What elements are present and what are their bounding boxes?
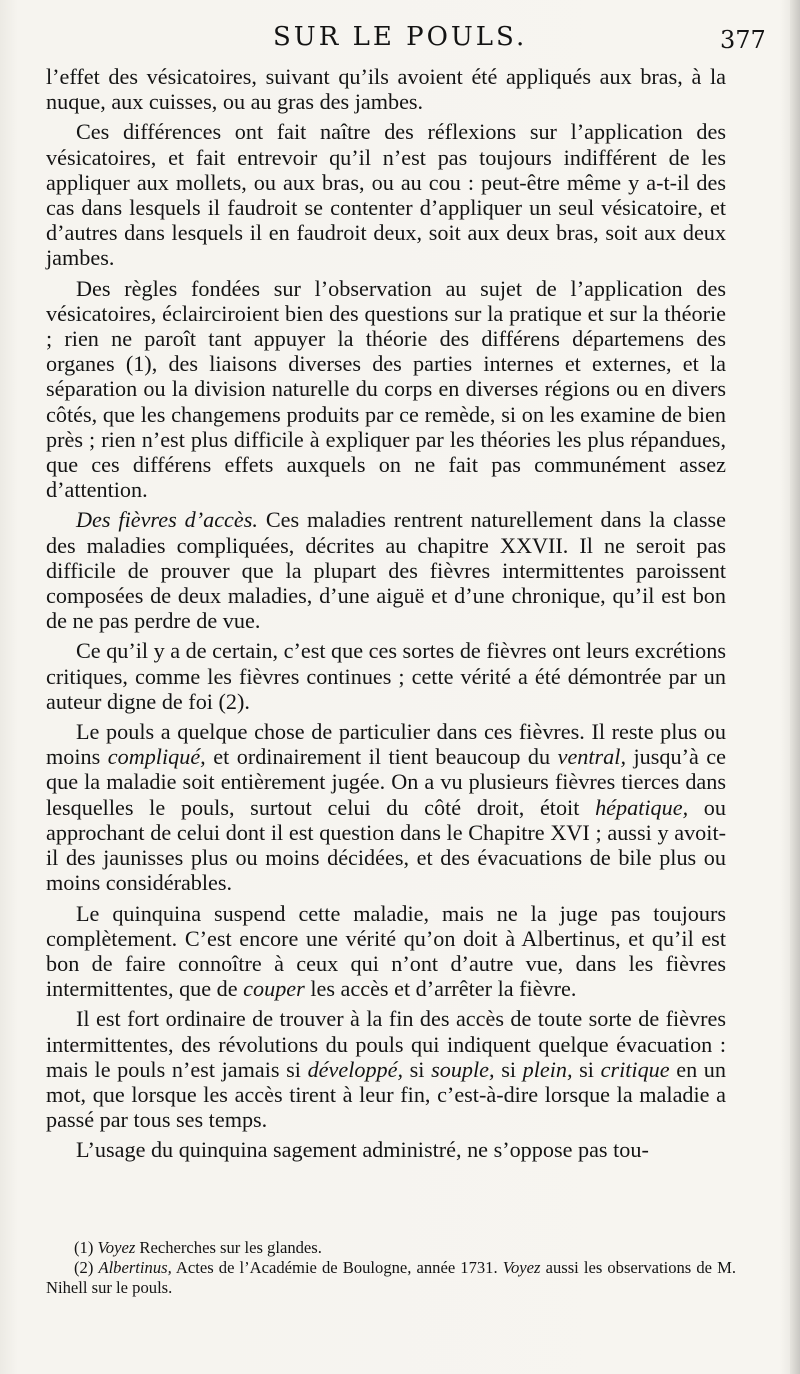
paragraph: [46, 64, 726, 114]
text-run: Ces différences ont fait naître des réflexions sur l’application des vésicatoires, et fait entrevoir qu’il n’est pas toujours indifférent de les appliquer aux mollets, ou aux bras, ou au cou : peut-être même y a-t-il des cas dans lesquels il faudroit se contenter d’appliquer un seul vésicatoire, et d’autres dans lesquels il en faudroit deux, soit aux deux bras, soit aux deux jambes.: [46, 119, 726, 271]
text-run: Le pouls a quelque chose de particulier dans ces fièvres. Il reste plus ou moins: [46, 719, 726, 770]
italic-run: Voyez: [502, 1258, 541, 1277]
text-run: si: [403, 1056, 432, 1082]
text-run: (1): [74, 1238, 98, 1257]
page-number: 377: [720, 26, 766, 54]
italic-run: développé,: [307, 1056, 404, 1082]
text-run: et ordinairement il tient beaucoup du: [205, 744, 558, 770]
body-text: [46, 64, 726, 1168]
italic-run: hépatique,: [595, 794, 689, 820]
italic-run: couper: [243, 976, 305, 1002]
page-edge: [790, 0, 800, 1374]
footnote: [46, 1238, 736, 1258]
italic-run: Albertinus,: [98, 1258, 172, 1277]
text-run: (2): [74, 1258, 99, 1277]
text-run: aussi les observations de M. Nihell sur le pouls.: [46, 1258, 736, 1297]
text-run: ou approchant de celui dont il est question dans le Chapitre XVI ; aussi y avoit-il des jaunisses plus ou moins décidées, et des évacuations de bile plus ou moins considérables.: [46, 794, 726, 896]
text-run: Recherches sur les glandes.: [135, 1238, 322, 1257]
text-run: Ces maladies rentrent naturellement dans la classe des maladies compliquées, décrites au chapitre XXVII. Il ne seroit pas difficile de prouver que la plupart des fièvres intermittentes paroissent composées de deux maladies, d’une aiguë et d’une chronique, qu’il est bon de ne pas perdre de vue.: [46, 507, 727, 634]
paragraph: [46, 119, 726, 270]
italic-run: compliqué,: [107, 744, 206, 770]
text-run: Le quinquina suspend cette maladie, mais ne la juge pas toujours complètement. C’est encore une vérité qu’on doit à Albertinus, et qu’il est bon de faire connoître à ceux qui n’ont d’autre vue, dans les fièvres intermittentes, que de: [46, 900, 726, 1002]
text-run: jusqu’à ce que la maladie soit entièrement jugée. On a vu plusieurs fièvres tierces dans lesquelles le pouls, surtout celui du côté droit, étoit: [46, 744, 726, 820]
text-run: si: [494, 1056, 523, 1082]
italic-run: critique: [600, 1056, 670, 1082]
page-header: [0, 22, 800, 62]
text-run: si: [572, 1056, 601, 1082]
text-run: Actes de l’Académie de Boulogne, année 1731.: [171, 1258, 503, 1277]
text-run: en un mot, que lorsque les accès tirent à leur fin, c’est-à-dire lorsque la maladie a passé par tous ses temps.: [46, 1056, 726, 1133]
text-run: L’usage du quinquina sagement administré, ne s’oppose pas tou-: [76, 1137, 649, 1163]
italic-run: plein,: [522, 1056, 573, 1082]
paragraph: [46, 638, 726, 714]
text-run: Il est fort ordinaire de trouver à la fin des accès de toute sorte de fièvres intermittentes, des révolutions du pouls qui indiquent quelque évacuation : mais le pouls n’est jamais si: [46, 1006, 726, 1082]
text-run: Ce qu’il y a de certain, c’est que ces sortes de fièvres ont leurs excrétions critiques, comme les fièvres continues ; cette vérité a été démontrée par un auteur digne de foi (2).: [46, 638, 726, 714]
footnote: [46, 1258, 736, 1298]
running-title: SUR LE POULS.: [273, 22, 528, 52]
paragraph: [46, 1006, 726, 1132]
paragraph: [46, 276, 726, 503]
text-run: les accès et d’arrêter la fièvre.: [304, 976, 577, 1002]
paragraph: [46, 507, 726, 633]
text-run: Des règles fondées sur l’observation au sujet de l’application des vésicatoires, éclairciroient bien des questions sur la pratique et sur la théorie ; rien ne paroît tant appuyer la théorie des différens départemens des organes (1), des liaisons diverses des parties internes et externes, et la séparation ou la division naturelle du corps en diverses régions ou en divers côtés, que les changemens produits par ce remède, si on les examine de bien près ; rien n’est plus difficile à expliquer par les théories les plus répandues, que ces différens effets auxquels on ne fait pas communément assez d’attention.: [46, 275, 726, 503]
text-run: l’effet des vésicatoires, suivant qu’ils avoient été appliqués aux bras, à la nuque, aux cuisses, ou au gras des jambes.: [46, 64, 726, 115]
italic-run: Des fièvres d’accès.: [76, 507, 258, 533]
italic-run: ventral,: [557, 744, 626, 770]
italic-run: Voyez: [97, 1238, 136, 1257]
italic-run: souple,: [431, 1056, 495, 1082]
paragraph: [46, 1137, 726, 1162]
footnotes: [46, 1238, 736, 1298]
paragraph: [46, 901, 726, 1002]
paragraph: [46, 719, 726, 895]
